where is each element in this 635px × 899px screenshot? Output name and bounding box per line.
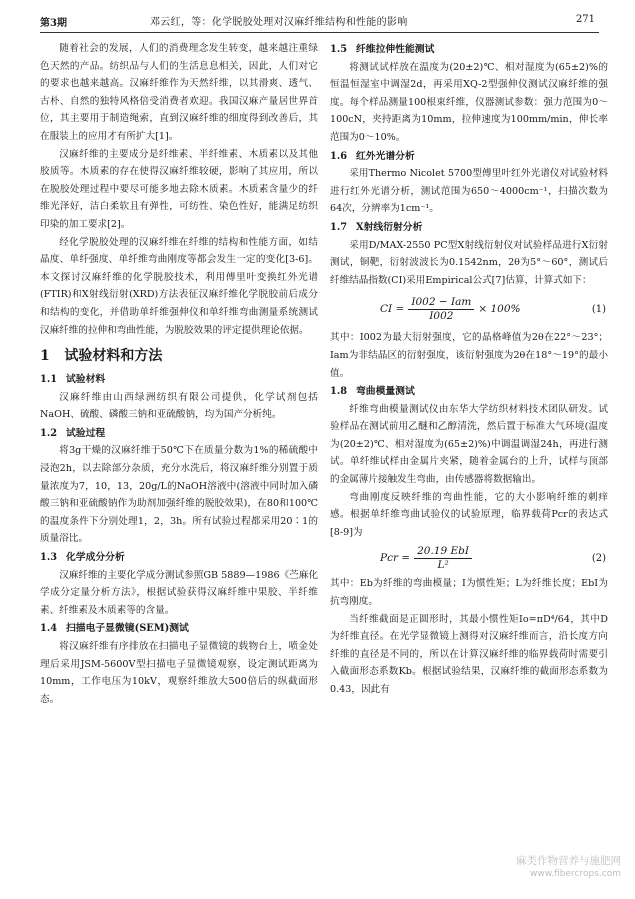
issue-number: 第3期: [40, 18, 67, 29]
subsection-1-6-text: 采用Thermo Nicolet 5700型傅里叶红外光谱仪对试验材料进行红外光谱分析，测试范围为650～4000cm⁻¹，扫描次数为64次，分辨率为1cm⁻¹。: [330, 168, 608, 215]
subsection-1-3-heading: [40, 549, 318, 567]
watermark-site-name: 麻类作物营养与施肥网: [516, 855, 621, 867]
equation-2-lhs: Pcr =: [380, 551, 411, 564]
subsection-title: 弯曲模量测试: [356, 386, 415, 398]
subsection-number: 1.5: [330, 44, 348, 55]
left-column: [40, 40, 318, 708]
equation-1-numerator: I002 − Iam: [408, 296, 474, 310]
subsection-1-8-text: 纤维弯曲模量测试仪由东华大学纺织材料技术团队研发。试验样品在测试前用乙醚和乙醇清洗，然后置于标准大气环境(温度为(20±2)℃、相对湿度为(65±2)%)中调温调湿24h，再进行测试。单纤维试样由金属片夹紧，随着金属台的上升，试样与顶部的金属薄片接触发生弯曲，由传感器将数据输出。: [330, 403, 608, 486]
subsection-1-8-heading: [330, 383, 608, 401]
subsection-1-5-text: 将测试试样放在温度为(20±2)℃、相对湿度为(65±2)%的恒温恒湿室中调湿2d，再采用XQ-2型强伸仪测试汉麻纤维的强度。每个样品测量100根束纤维，仪器测试参数：强力范围为0～100cN，夹持距离为10mm，拉伸速度为100mm/min，伸长率范围为0～10%。: [330, 61, 608, 143]
running-title: 邓云红，等：化学脱胶处理对汉麻纤维结构和性能的影响: [150, 17, 408, 28]
subsection-title: 化学成分分析: [66, 552, 125, 564]
subsection-number: 1.3: [40, 552, 58, 564]
equation-2-numerator: 20.19 EbI: [414, 545, 472, 559]
intro-paragraph-2: 汉麻纤维的主要成分是纤维素、半纤维素、木质素以及其他胶质等。木质素的存在使得汉麻纤维较硬，影响了其应用，所以在脱胶处理过程中要尽可能多地去除木质素。木质素含量少的纤维光泽好，洁白柔软且有弹性，可纺性、染色性好，能满足纺织印染的加工要求[2]。: [40, 148, 318, 230]
equation-1-tail: × 100%: [478, 302, 521, 315]
subsection-1-2-heading: [40, 425, 318, 443]
header-rule: [40, 32, 599, 33]
equation-2-fraction: [414, 545, 472, 572]
subsection-title: 纤维拉伸性能测试: [356, 44, 435, 55]
subsection-1-5-heading: [330, 41, 608, 59]
section-1-title: 试验材料和方法: [64, 348, 163, 365]
equation-1-number: (1): [591, 303, 606, 315]
subsection-1-4-text: 将汉麻纤维有序排放在扫描电子显微镜的载物台上，喷金处理后采用JSM-5600V型扫描电子显微镜观察，设定测试距离为10mm，工作电压为10kV，观察纤维放大500倍后的纵截面形态。: [40, 641, 318, 705]
subsection-1-7-heading: [330, 219, 608, 237]
intro-paragraph-3: 经化学脱胶处理的汉麻纤维在纤维的结构和性能方面，如结晶度、单纤强度、单纤维弯曲刚度等都会发生一定的变化[3-6]。本文探讨汉麻纤维的化学脱胶技术，利用傅里叶变换红外光谱(FTIR)和X射线衍射(XRD)方法表征汉麻纤维化学脱胶前后成分和结构的变化，并借助单纤维强伸仪和单纤维弯曲测量系统测试汉麻纤维的拉伸和弯曲性能，为脱胶效果的评定提供理论依据。: [40, 236, 318, 336]
subsection-1-3-text: 汉麻纤维的主要化学成分测试参照GB 5889—1986《苎麻化学成分定量分析方法》，根据试验获得汉麻纤维中果胶、半纤维素、纤维素及木质素等的含量。: [40, 569, 318, 616]
equation-1-lhs: CI =: [380, 302, 405, 315]
subsection-1-7-text: 采用D/MAX-2550 PC型X射线衍射仪对试验样品进行X衍射测试，铜靶，衍射波波长为0.1542nm，2θ为5°～60°，测试后纤维结晶指数(CI)采用Empirical公式[7]估算，计算式如下：: [330, 239, 608, 286]
subsection-1-2-text: 将3g干燥的汉麻纤维于50℃下在质量分数为1%的稀硫酸中浸泡2h，以去除部分杂质，充分水洗后，将汉麻纤维分别置于质量浓度为7，10，13，20g/L的NaOH溶液中(溶液中同时加入磷酸三钠和亚硫酸钠作为助剂加强纤维的脱胶效果)，在80和100℃的温度条件下分别处理1，2，3h。所有试验过程都采用20∶1的质量浴比。: [40, 445, 318, 545]
subsection-number: 1.6: [330, 150, 348, 162]
subsection-number: 1.1: [40, 374, 58, 386]
subsection-title: 试验过程: [66, 427, 106, 439]
equation-1-explanation: 其中：I002为最大衍射强度，它的晶格峰值为2θ在22°～23°；Iam为非结晶区的衍射强度，该衍射强度为2θ在18°～19°的最小值。: [330, 332, 608, 379]
subsection-title: 红外光谱分析: [356, 150, 415, 162]
page-header: [0, 0, 635, 34]
page-number: 271: [575, 14, 595, 25]
watermark: [516, 855, 621, 881]
subsection-title: X射线衍射分析: [356, 221, 423, 233]
equation-1-denominator: I002: [429, 309, 454, 322]
subsection-title: 扫描电子显微镜(SEM)测试: [66, 623, 189, 635]
equation-2-number: (2): [591, 552, 606, 564]
equation-2-body: [380, 545, 476, 572]
subsection-1-1-text: 汉麻纤维由山西绿洲纺织有限公司提供，化学试剂包括NaOH、硫酸、磷酸三钠和亚硫酸钠，均为国产分析纯。: [40, 391, 318, 421]
right-column: [330, 40, 608, 699]
equation-1-fraction: [408, 296, 474, 323]
subsection-1-8-paragraph-3: 当纤维截面是正圆形时，其最小惯性矩Io=πD⁴/64，其中D为纤维直径。在光学显微镜上测得对汉麻纤维而言，沿长度方向纤维的直径是不同的，所以在计算汉麻纤维的临界载荷时需要引入截面形态系数Kb。根据试验结果，汉麻纤维的截面形态系数为0.43，因此有: [330, 613, 608, 695]
subsection-number: 1.2: [40, 427, 58, 439]
section-1-number: 1: [40, 348, 50, 365]
watermark-url: www.fibercrops.com: [530, 869, 621, 879]
equation-2: [330, 541, 608, 575]
subsection-1-8-paragraph-2: 弯曲刚度反映纤维的弯曲性能，它的大小影响纤维的刺痒感。根据单纤维弯曲试验仪的试验原理，临界载荷Pcr的表达式[8-9]为: [330, 491, 608, 538]
subsection-title: 试验材料: [66, 374, 106, 386]
intro-paragraph-1: 随着社会的发展，人们的消费理念发生转变，越来越注重绿色天然的产品。纺织品与人们的生活息息相关，因此，人们对它的要求也越来越高。汉麻纤维作为天然纤维，以其滑爽、透气、古朴、自然的独特风格倍受消费者欢迎。我国汉麻产量居世界首位，其主要用于制造绳索，直到汉麻纤维的细度得到改善后，其在服装上的应用才有所扩大[1]。: [40, 43, 318, 142]
subsection-1-1-heading: [40, 371, 318, 389]
subsection-number: 1.8: [330, 386, 348, 398]
subsection-1-6-heading: [330, 148, 608, 166]
subsection-number: 1.7: [330, 221, 348, 233]
equation-1: [330, 289, 608, 329]
section-1-heading: [40, 345, 318, 367]
subsection-1-4-heading: [40, 620, 318, 638]
equation-2-denominator: L²: [437, 558, 449, 571]
equation-2-explanation: 其中：Eb为纤维的弯曲模量；I为惯性矩；L为纤维长度；EbI为抗弯刚度。: [330, 578, 608, 608]
subsection-number: 1.4: [40, 623, 58, 635]
equation-1-body: [380, 296, 521, 323]
